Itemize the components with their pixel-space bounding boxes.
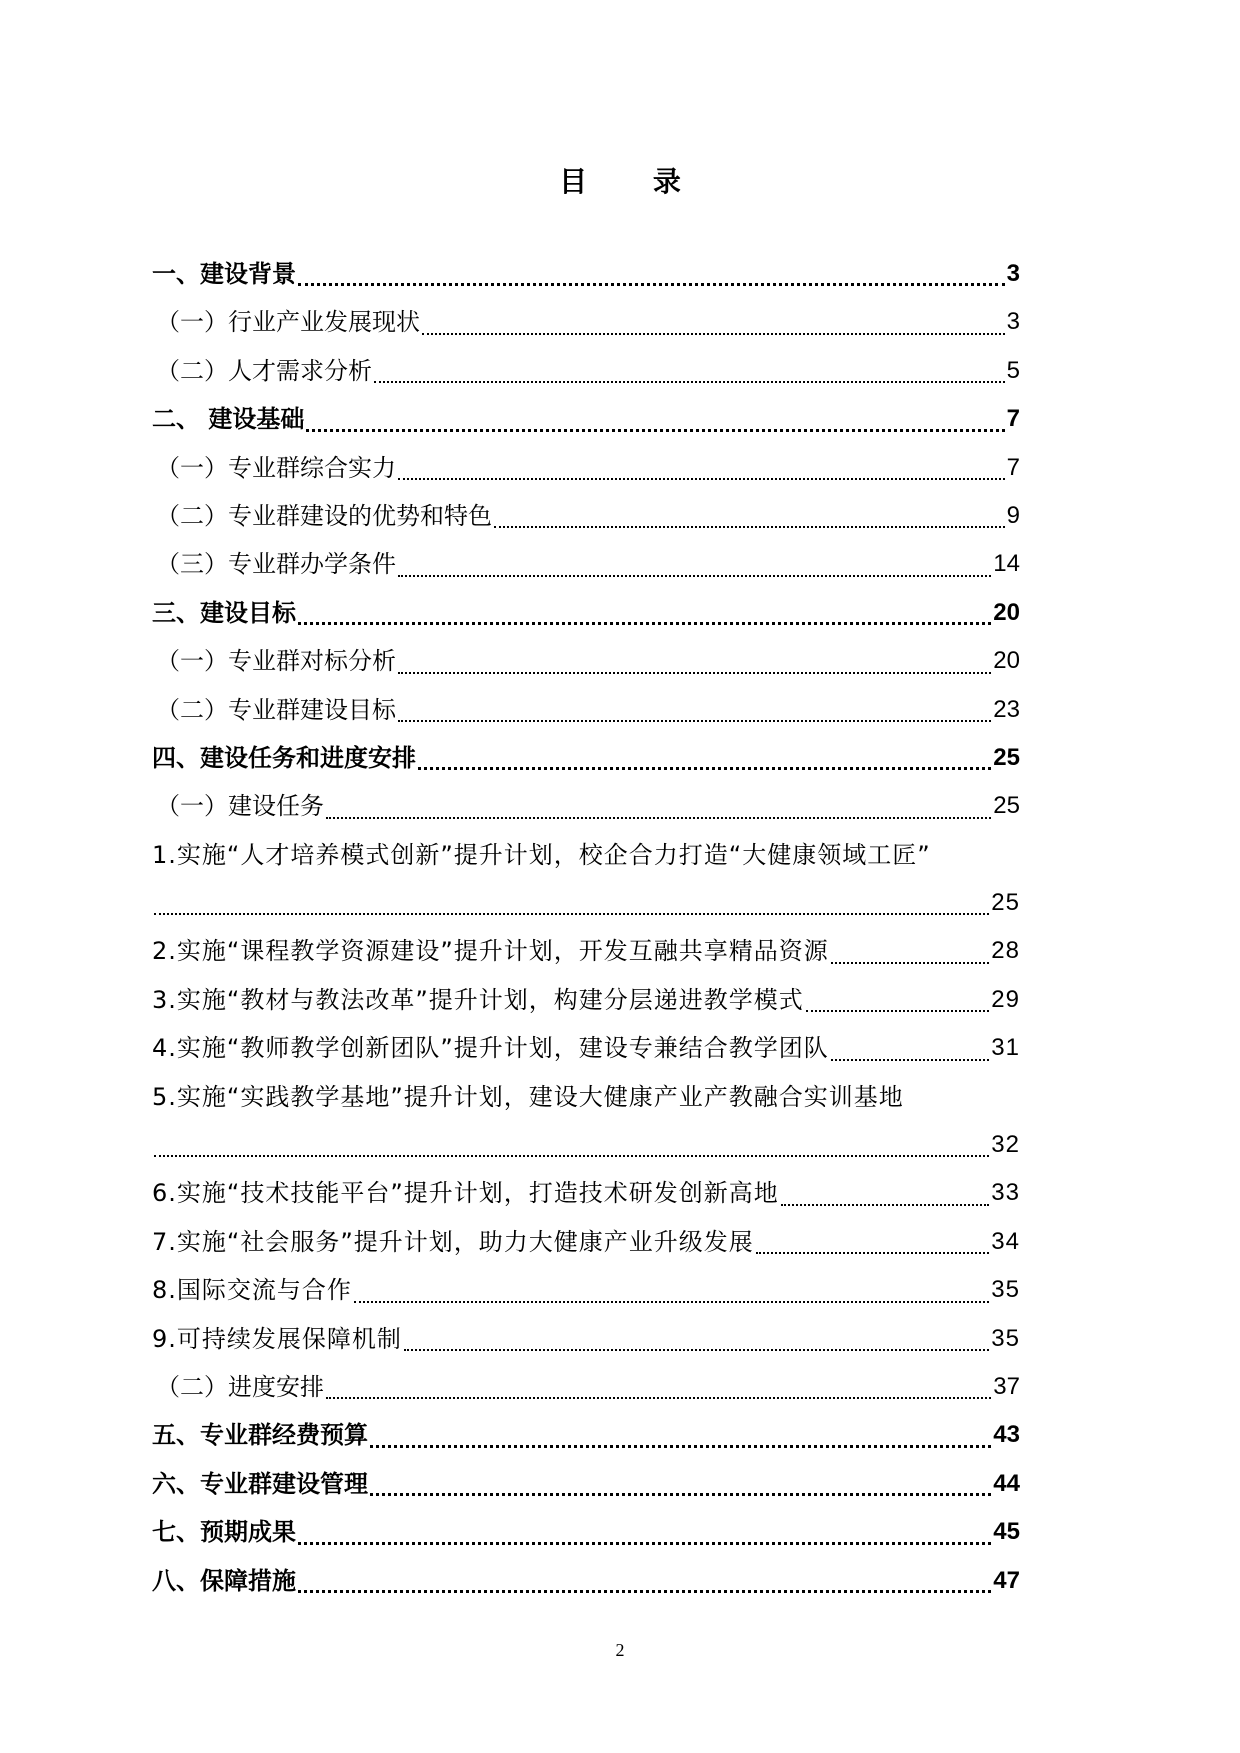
toc-entry-page[interactable]: 9: [1006, 501, 1020, 529]
toc-entry[interactable]: [152, 686, 1020, 734]
toc-entry[interactable]: [152, 1460, 1020, 1508]
toc-entry-title[interactable]: 五、专业群经费预算: [152, 1421, 368, 1450]
toc-entry-page[interactable]: 31: [991, 1034, 1020, 1062]
toc-entry-page[interactable]: 25: [991, 889, 1020, 917]
toc-entry-title[interactable]: 5.实施“实践教学基地”提升计划，建设大健康产业产教融合实训基地: [152, 1082, 904, 1111]
dot-leader: [354, 1301, 989, 1303]
dot-leader: [298, 283, 1005, 286]
toc-entry[interactable]: [152, 1315, 1020, 1363]
toc-entry-continuation[interactable]: [152, 1121, 1020, 1169]
toc-entry-page[interactable]: 35: [991, 1324, 1020, 1352]
toc-entry[interactable]: [152, 1411, 1020, 1459]
toc-entry[interactable]: [152, 540, 1020, 588]
dot-leader: [418, 767, 991, 770]
toc-entry[interactable]: [152, 1266, 1020, 1314]
toc-entry[interactable]: [152, 1169, 1020, 1217]
toc-entry[interactable]: [152, 1024, 1020, 1072]
toc-entry[interactable]: [152, 1363, 1020, 1411]
toc-entry-page[interactable]: 7: [1006, 405, 1020, 433]
dot-leader: [374, 381, 1005, 383]
toc-entry[interactable]: [152, 1073, 1020, 1121]
toc-entry[interactable]: [152, 1557, 1020, 1605]
toc-entry-continuation[interactable]: [152, 879, 1020, 927]
toc-entry-title[interactable]: 三、建设目标: [152, 598, 296, 627]
toc-entry-title[interactable]: 一、建设背景: [152, 259, 296, 288]
dot-leader: [326, 817, 991, 819]
toc-entry-title[interactable]: 3.实施“教材与教法改革”提升计划，构建分层递进教学模式: [152, 985, 804, 1014]
page-number: 2: [615, 1640, 625, 1660]
toc-entry[interactable]: [152, 734, 1020, 782]
dot-leader: [298, 1542, 991, 1545]
toc-entry-page[interactable]: 5: [1006, 356, 1020, 384]
toc-entry-page[interactable]: 25: [993, 743, 1020, 771]
toc-entry-title[interactable]: （二）人才需求分析: [156, 356, 372, 385]
toc-entry-title[interactable]: （一）专业群对标分析: [156, 647, 396, 676]
dot-leader: [306, 429, 1004, 432]
toc-entry-page[interactable]: 34: [991, 1227, 1020, 1255]
dot-leader: [806, 1010, 990, 1012]
dot-leader: [781, 1204, 990, 1206]
toc-entry[interactable]: [152, 492, 1020, 540]
toc-entry-title[interactable]: 2.实施“课程教学资源建设”提升计划，开发互融共享精品资源: [152, 937, 829, 966]
toc-entry-page[interactable]: 14: [993, 550, 1020, 578]
toc-entry-title[interactable]: 4.实施“教师教学创新团队”提升计划，建设专兼结合教学团队: [152, 1034, 829, 1063]
toc-entry[interactable]: [152, 637, 1020, 685]
toc-entry[interactable]: [152, 1508, 1020, 1556]
toc-entry-title[interactable]: 6.实施“技术技能平台”提升计划，打造技术研发创新高地: [152, 1179, 779, 1208]
toc-entry[interactable]: [152, 395, 1020, 443]
toc-entry-title[interactable]: 9.可持续发展保障机制: [152, 1324, 402, 1353]
dot-leader: [370, 1493, 991, 1496]
dot-leader: [298, 622, 991, 625]
table-of-contents: [152, 250, 1020, 1605]
dot-leader: [370, 1445, 991, 1448]
toc-entry-page[interactable]: 20: [993, 598, 1020, 626]
dot-leader: [404, 1349, 989, 1351]
toc-entry-page[interactable]: 33: [991, 1179, 1020, 1207]
toc-entry-page[interactable]: 23: [993, 695, 1020, 723]
toc-entry-page[interactable]: 28: [991, 937, 1020, 965]
toc-entry-title[interactable]: （二）专业群建设目标: [156, 695, 396, 724]
dot-leader: [154, 1155, 989, 1157]
toc-entry[interactable]: [152, 782, 1020, 830]
toc-entry-page[interactable]: 35: [991, 1276, 1020, 1304]
toc-entry-title[interactable]: （一）建设任务: [156, 792, 324, 821]
toc-entry[interactable]: [152, 347, 1020, 395]
dot-leader: [398, 672, 991, 674]
dot-leader: [398, 720, 991, 722]
toc-entry-title[interactable]: 二、 建设基础: [152, 405, 305, 434]
toc-entry-title[interactable]: 7.实施“社会服务”提升计划，助力大健康产业升级发展: [152, 1227, 754, 1256]
toc-entry-page[interactable]: 45: [993, 1518, 1020, 1546]
toc-title: 目 录: [559, 165, 709, 198]
dot-leader: [494, 526, 1005, 528]
dot-leader: [298, 1590, 991, 1593]
toc-entry-title[interactable]: （三）专业群办学条件: [156, 550, 396, 579]
toc-entry-title[interactable]: 七、预期成果: [152, 1518, 296, 1547]
toc-entry[interactable]: [152, 976, 1020, 1024]
dot-leader: [831, 1059, 990, 1061]
toc-entry-title[interactable]: （一）行业产业发展现状: [156, 308, 420, 337]
dot-leader: [154, 913, 989, 915]
toc-entry-page[interactable]: 44: [993, 1469, 1020, 1497]
toc-entry-title[interactable]: 8.国际交流与合作: [152, 1276, 352, 1305]
dot-leader: [326, 1397, 991, 1399]
toc-entry-page[interactable]: 25: [993, 792, 1020, 820]
toc-entry[interactable]: [152, 589, 1020, 637]
toc-entry-title[interactable]: （二）进度安排: [156, 1372, 324, 1401]
toc-entry-title[interactable]: （一）专业群综合实力: [156, 453, 396, 482]
toc-entry-title[interactable]: 八、保障措施: [152, 1566, 296, 1595]
toc-entry-title[interactable]: 1.实施“人才培养模式创新”提升计划，校企合力打造“大健康领域工匠”: [152, 840, 931, 869]
toc-entry-title[interactable]: （二）专业群建设的优势和特色: [156, 501, 492, 530]
toc-entry[interactable]: [152, 444, 1020, 492]
dot-leader: [831, 962, 990, 964]
toc-entry-page[interactable]: 20: [993, 647, 1020, 675]
dot-leader: [756, 1252, 990, 1254]
dot-leader: [422, 333, 1005, 335]
toc-entry-page[interactable]: 29: [991, 985, 1020, 1013]
toc-entry-page[interactable]: 3: [1006, 308, 1020, 336]
dot-leader: [398, 575, 991, 577]
toc-entry-page[interactable]: 32: [991, 1131, 1020, 1159]
toc-entry[interactable]: [152, 1218, 1020, 1266]
dot-leader: [398, 478, 1005, 480]
toc-entry-page[interactable]: 7: [1006, 453, 1020, 481]
toc-entry-page[interactable]: 3: [1006, 259, 1020, 287]
toc-entry[interactable]: [152, 927, 1020, 975]
toc-entry-title[interactable]: 六、专业群建设管理: [152, 1469, 368, 1498]
toc-entry-page[interactable]: 37: [993, 1372, 1020, 1400]
toc-entry[interactable]: [152, 250, 1020, 298]
toc-entry-page[interactable]: 47: [993, 1566, 1020, 1594]
toc-entry[interactable]: [152, 831, 1020, 879]
toc-entry-page[interactable]: 43: [993, 1421, 1020, 1449]
toc-entry-title[interactable]: 四、建设任务和进度安排: [152, 743, 416, 772]
toc-entry[interactable]: [152, 298, 1020, 346]
